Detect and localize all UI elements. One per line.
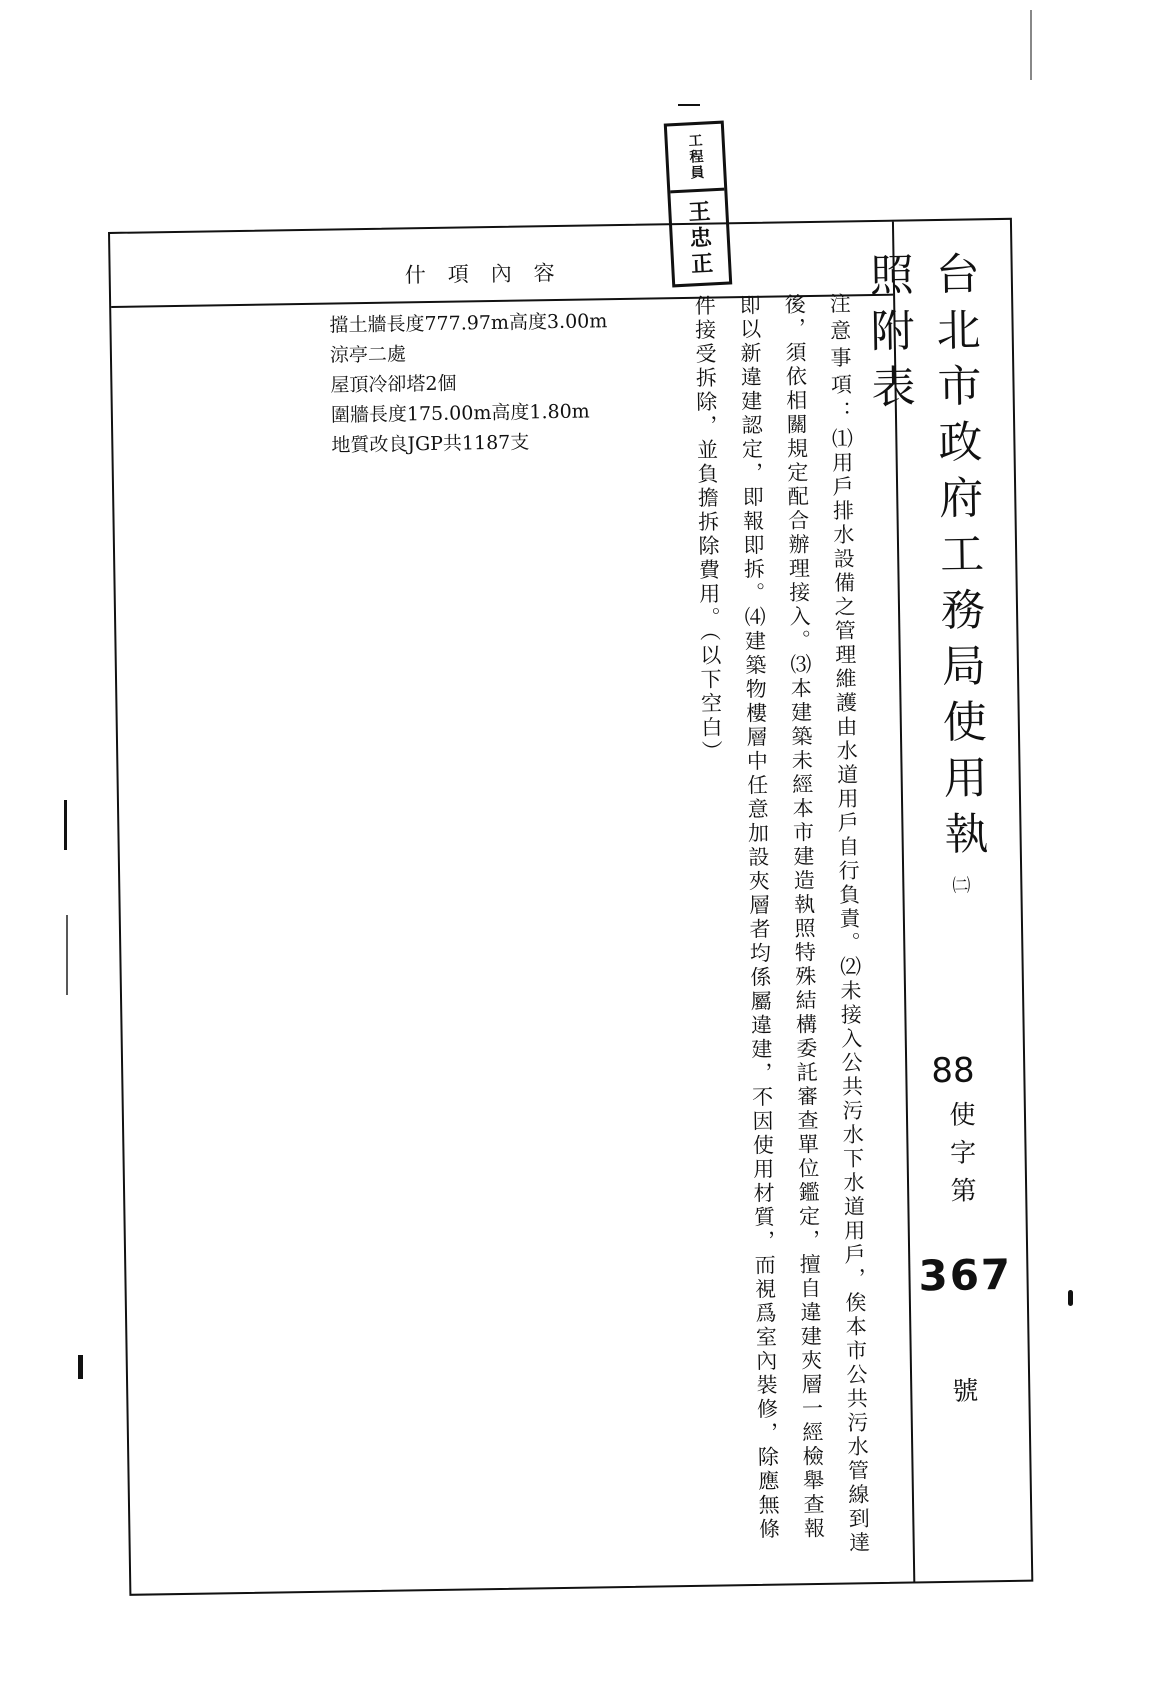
scan-mark: [78, 1355, 83, 1379]
notes-label: 注意事項：: [827, 292, 854, 428]
page-subtitle: ㈡: [949, 875, 971, 894]
permit-suffix: 號: [952, 1376, 979, 1407]
list-item: 屋頂冷卻塔2個: [330, 372, 457, 397]
list-item: 圍牆長度175.00m高度1.80m: [330, 400, 590, 427]
title-column-divider: [892, 222, 915, 1582]
scan-mark: [66, 915, 68, 995]
column-header: 什項內容: [404, 260, 577, 288]
permit-word: 使字第: [944, 1100, 977, 1215]
permit-number: 367: [918, 1249, 1013, 1301]
document-frame: [108, 218, 1033, 1596]
list-item: 擋土牆長度777.97m高度3.00m: [329, 310, 608, 337]
scan-mark: [64, 800, 67, 850]
list-item: 涼亭二處: [329, 343, 407, 367]
item-list: [329, 306, 609, 460]
stamp-name: 王忠正: [684, 199, 715, 279]
page-title: 台北市政府工務局使用執照附表: [861, 250, 989, 868]
scan-mark: [1068, 1290, 1073, 1306]
scan-mark: [1030, 10, 1032, 80]
notes-text: ⑴用戶排水設備之管理維護由水道用戶自行負責。⑵未接入公共污水下水道用戶，俟本市公共污水管線到達後，須依相關規定配合辦理接入。⑶本建築未經本市建造執照特殊結構委託審查單位鑑定，擅自違建夾層一經檢舉查報即以新違建認定，即報即拆。⑷建築物樓層中任意加設夾層者均係屬違建，不因使用材質，而視爲室內裝修，除應無條件接受拆除，並負擔拆除費用。（以下空白）: [692, 293, 871, 1556]
stamp-role: 工程員: [667, 124, 724, 194]
list-item: 地質改良JGP共1187支: [331, 431, 530, 457]
scan-mark: [678, 104, 700, 106]
permit-year: 88: [930, 1050, 975, 1092]
notes-block: [692, 292, 881, 1564]
